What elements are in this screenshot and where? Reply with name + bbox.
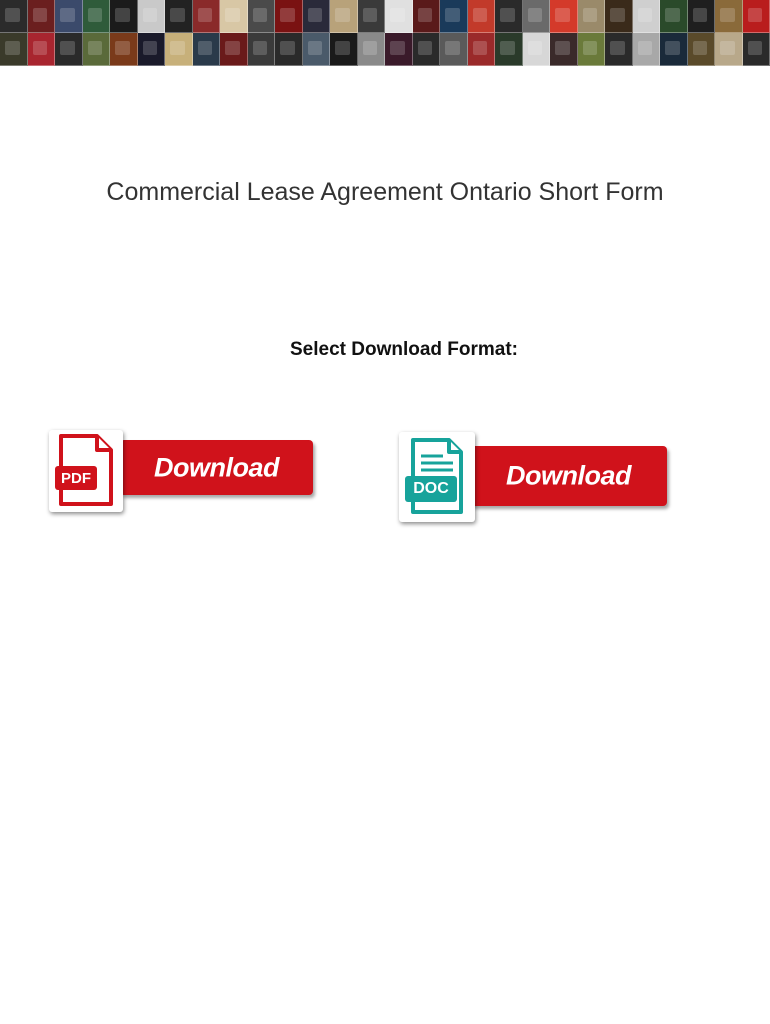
pdf-file-icon [49, 430, 123, 512]
banner-album-thumbnail [440, 0, 468, 33]
banner-album-thumbnail [0, 0, 28, 33]
banner-album-thumbnail [523, 0, 551, 33]
banner-album-thumbnail [413, 33, 441, 66]
banner-album-thumbnail [165, 0, 193, 33]
banner-album-thumbnail [660, 0, 688, 33]
banner-album-thumbnail [275, 0, 303, 33]
banner-album-thumbnail [605, 0, 633, 33]
banner-album-thumbnail [83, 0, 111, 33]
banner-album-thumbnail [303, 0, 331, 33]
banner-album-thumbnail [193, 33, 221, 66]
pdf-download-button[interactable] [120, 440, 313, 495]
banner-album-thumbnail [275, 33, 303, 66]
banner-album-thumbnail [330, 0, 358, 33]
banner-album-thumbnail [358, 33, 386, 66]
page-title: Commercial Lease Agreement Ontario Short Form [106, 178, 664, 206]
banner-album-thumbnail [660, 33, 688, 66]
pdf-download-button-label: Download [154, 452, 279, 482]
banner-album-thumbnail [385, 0, 413, 33]
doc-download-button[interactable] [470, 446, 667, 506]
banner-album-thumbnail [495, 33, 523, 66]
banner-album-thumbnail [55, 33, 83, 66]
doc-file-icon [399, 432, 475, 522]
banner-album-thumbnail [440, 33, 468, 66]
banner-album-thumbnail [468, 33, 496, 66]
banner-album-thumbnail [688, 33, 716, 66]
banner-album-thumbnail [523, 33, 551, 66]
pdf-icon-label: PDF [61, 470, 91, 487]
header-banner-collage [0, 0, 770, 66]
banner-album-thumbnail [138, 0, 166, 33]
banner-album-thumbnail [248, 33, 276, 66]
banner-album-thumbnail [220, 0, 248, 33]
banner-album-thumbnail [578, 33, 606, 66]
banner-album-thumbnail [413, 0, 441, 33]
banner-album-thumbnail [385, 33, 413, 66]
banner-album-thumbnail [495, 0, 523, 33]
banner-album-thumbnail [743, 0, 770, 33]
banner-album-thumbnail [110, 0, 138, 33]
doc-icon-label: DOC [413, 480, 449, 497]
banner-album-thumbnail [55, 0, 83, 33]
banner-album-thumbnail [578, 0, 606, 33]
banner-album-thumbnail [110, 33, 138, 66]
banner-album-thumbnail [193, 0, 221, 33]
banner-album-thumbnail [715, 33, 743, 66]
doc-download-link[interactable] [395, 430, 675, 526]
banner-album-thumbnail [715, 0, 743, 33]
pdf-download-link[interactable] [45, 424, 320, 516]
banner-album-thumbnail [303, 33, 331, 66]
banner-album-thumbnail [248, 0, 276, 33]
banner-album-thumbnail [28, 0, 56, 33]
banner-album-thumbnail [330, 33, 358, 66]
banner-album-thumbnail [165, 33, 193, 66]
banner-album-thumbnail [28, 33, 56, 66]
banner-album-thumbnail [688, 0, 716, 33]
banner-album-thumbnail [550, 33, 578, 66]
banner-album-thumbnail [0, 33, 28, 66]
banner-album-thumbnail [83, 33, 111, 66]
banner-album-thumbnail [468, 0, 496, 33]
banner-album-thumbnail [358, 0, 386, 33]
banner-album-thumbnail [605, 33, 633, 66]
banner-album-thumbnail [138, 33, 166, 66]
banner-album-thumbnail [743, 33, 770, 66]
doc-download-button-label: Download [506, 460, 631, 491]
banner-album-thumbnail [220, 33, 248, 66]
banner-album-thumbnail [633, 33, 661, 66]
download-format-heading: Select Download Format: [289, 339, 519, 360]
banner-album-thumbnail [550, 0, 578, 33]
banner-album-thumbnail [633, 0, 661, 33]
